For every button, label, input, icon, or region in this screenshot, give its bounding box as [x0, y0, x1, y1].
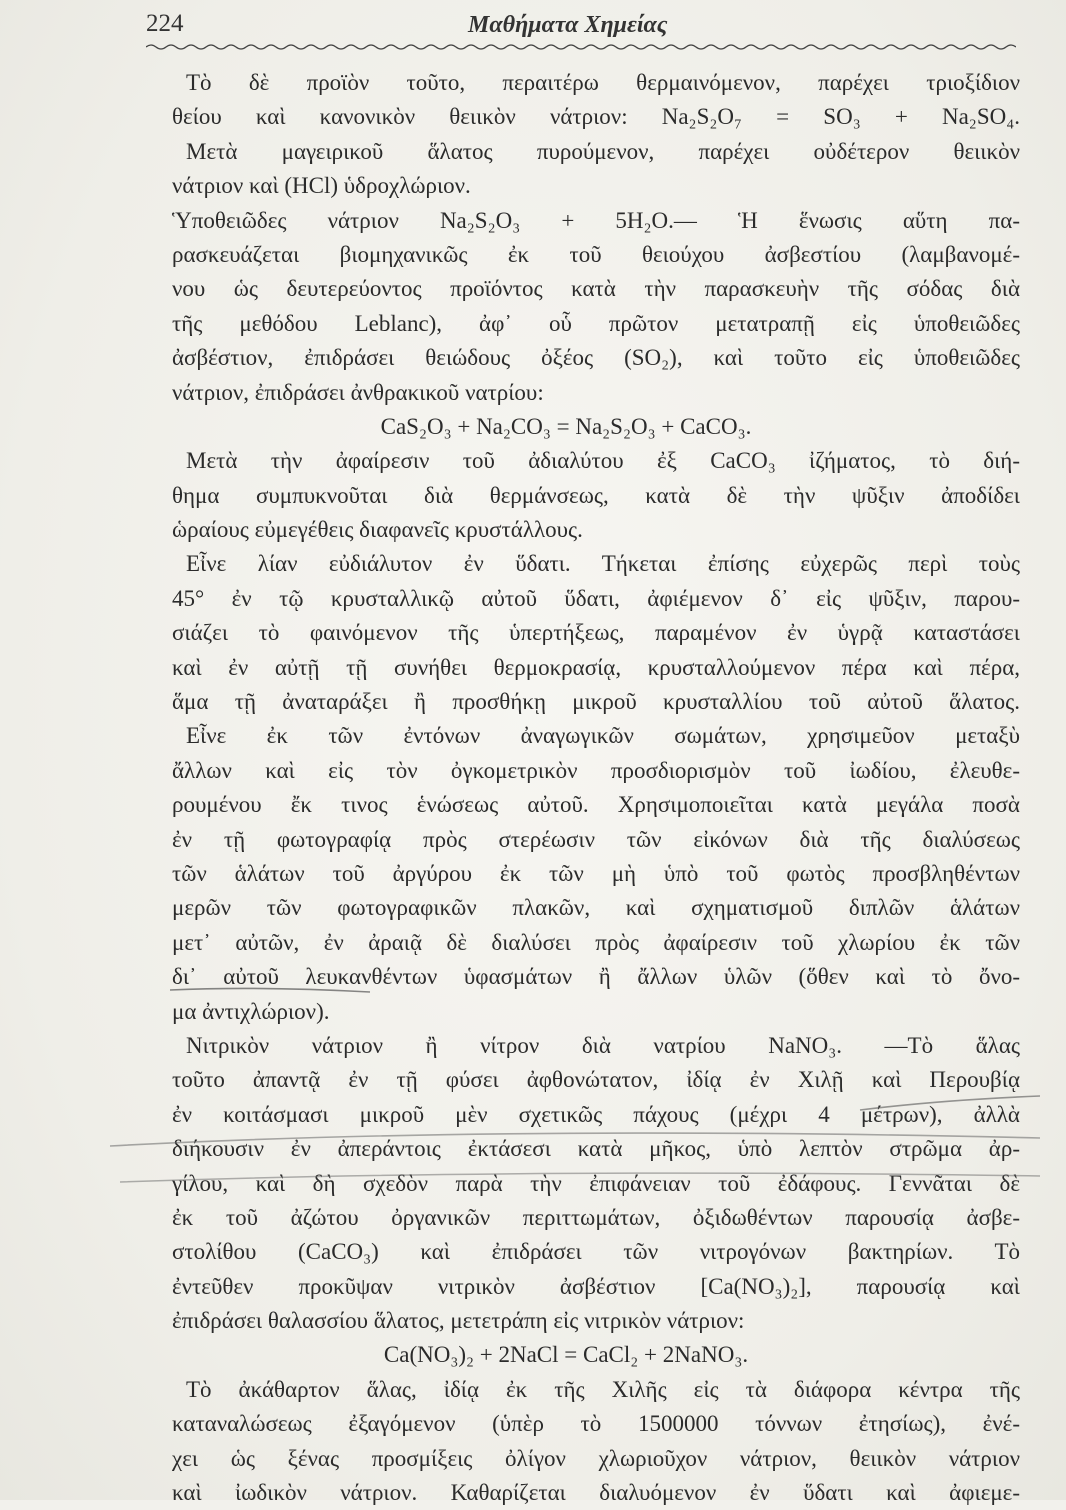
text-line: δι᾽ αὐτοῦ λευκανθέντων ὑφασμάτων ἢ ἄλλων ὑλῶν (ὅθεν καὶ τὸ ὄνο-	[172, 964, 1020, 990]
equation: Ca(NO₃)₂ + 2NaCl = CaCl₂ + 2NaNO₃.	[383, 1342, 749, 1368]
text-line: καὶ ἐν αὐτῇ τῇ συνήθει θερμοκρασίᾳ, κρυσταλλούμενον πέρα καὶ πέρα,	[172, 654, 1020, 680]
header-wavy-rule	[146, 42, 1016, 52]
text-line: γίλου, καὶ δὴ σχεδὸν παρὰ τὴν ἐπιφάνειαν τοῦ ἐδάφους. Γεννᾶται δὲ	[172, 1170, 1020, 1196]
text-line: μερῶν τῶν φωτογραφικῶν πλακῶν, καὶ σχηματισμοῦ διπλῶν ἁλάτων	[172, 895, 1020, 921]
text-line: ἐκ τοῦ ἀζώτου ὀργανικῶν περιττωμάτων, ὀξιδωθέντων παρουσίᾳ ἀσβε-	[172, 1204, 1020, 1230]
text-line: καταναλώσεως ἐξαγόμενον (ὑπὲρ τὸ 1500000 τόννων ἐτησίως), ἐνέ-	[172, 1411, 1020, 1437]
text-line: ρουμένου ἔκ τινος ἑνώσεως αὐτοῦ. Χρησιμοποιεῖται κατὰ μεγάλα ποσὰ	[172, 792, 1020, 818]
text-line: μα ἀντιχλώριον).	[172, 998, 330, 1024]
text-line: Μετὰ μαγειρικοῦ ἅλατος πυρούμενον, παρέχει οὐδέτερον θειικὸν	[186, 138, 1020, 164]
text-line: χει ὡς ξένας προσμίξεις ὀλίγον χλωριοῦχον νάτριον, θειικὸν νάτριον	[172, 1445, 1020, 1471]
text-line: τῆς μεθόδου Leblanc), ἀφ᾽ οὗ πρῶτον μετατραπῇ εἰς ὑποθειῶδες	[172, 310, 1020, 336]
text-line: μετ᾽ αὐτῶν, ἐν ἀραιᾷ δὲ διαλύσει πρὸς ἀφαίρεσιν τοῦ χλωρίου ἐκ τῶν	[172, 929, 1020, 955]
text-line: ἐν τῇ φωτογραφίᾳ πρὸς στερέωσιν τῶν εἰκόνων διὰ τῆς διαλύσεως	[172, 826, 1020, 852]
equation: CaS₂O₃ + Na₂CO₃ = Na₂S₂O₃ + CaCO₃.	[380, 413, 752, 439]
text-line: τοῦτο ἀπαντᾷ ἐν τῇ φύσει ἀφθονώτατον, ἰδίᾳ ἐν Χιλῇ καὶ Περουβίᾳ	[172, 1067, 1020, 1093]
text-line: καὶ ἰωδικὸν νάτριον. Καθαρίζεται διαλυόμενον ἐν ὕδατι καὶ ἀφιεμε-	[172, 1480, 1020, 1506]
text-line: ρασκευάζεται βιομηχανικῶς ἐκ τοῦ θειούχου ἀσβεστίου (λαμβανομέ-	[172, 241, 1020, 267]
text-line: ὡραίους εὐμεγέθεις διαφανεῖς κρυστάλλους.	[172, 517, 583, 543]
text-line: Εἶνε λίαν εὐδιάλυτον ἐν ὕδατι. Τήκεται ἐπίσης εὐχερῶς περὶ τοὺς	[186, 551, 1020, 577]
text-line: θημα συμπυκνοῦται διὰ θερμάνσεως, κατὰ δὲ τὴν ψῦξιν ἀποδίδει	[172, 482, 1020, 508]
text-line: νάτριον καὶ (HCl) ὑδροχλώριον.	[172, 173, 471, 199]
text-line: νάτριον, ἐπιδράσει ἀνθρακικοῦ νατρίου:	[172, 379, 544, 405]
text-line: ἐπιδράσει θαλασσίου ἅλατος, μετετράπη εἰς νιτρικὸν νάτριον:	[172, 1308, 745, 1334]
text-line: ἐν κοιτάσμασι μικροῦ μὲν σχετικῶς πάχους (μέχρι 4 μέτρων), ἀλλὰ	[172, 1101, 1020, 1127]
text-line: Τὸ δὲ προϊὸν τοῦτο, περαιτέρω θερμαινόμενον, παρέχει τριοξίδιον	[186, 70, 1020, 95]
text-line: τῶν ἁλάτων τοῦ ἀργύρου ἐκ τῶν μὴ ὑπὸ τοῦ φωτὸς προσβληθέντων	[172, 860, 1020, 886]
text-line: θείου καὶ κανονικὸν θειικὸν νάτριον: Na₂S₂O₇ = SO₃ + Na₂SO₄.	[172, 104, 1020, 130]
text-line: ἐντεῦθεν προκῦψαν νιτρικὸν ἀσβέστιον [Ca(NO₃)₂], παρουσίᾳ καὶ	[172, 1273, 1020, 1299]
text-line: Μετὰ τὴν ἀφαίρεσιν τοῦ ἀδιαλύτου ἐξ CaCO₃ ἰζήματος, τὸ διή-	[186, 448, 1020, 474]
text-line: Ὑποθειῶδες νάτριον Na₂S₂O₃ + 5H₂O.— Ἡ ἕνωσις αὕτη πα-	[172, 207, 1020, 233]
text-line: στολίθου (CaCO₃) καὶ ἐπιδράσει τῶν νιτρογόνων βακτηρίων. Τὸ	[172, 1239, 1020, 1265]
text-line: ἅμα τῇ ἀναταράξει ἢ προσθήκῃ μικροῦ κρυσταλλίου τοῦ αὐτοῦ ἅλατος.	[172, 689, 1020, 715]
text-line: σιάζει τὸ φαινόμενον τῆς ὑπερτήξεως, παραμένον ἐν ὑγρᾷ καταστάσει	[172, 620, 1020, 646]
text-line: ἄλλων καὶ εἰς τὸν ὀγκομετρικὸν προσδιορισμὸν τοῦ ἰωδίου, ἐλευθε-	[172, 757, 1020, 783]
text-line: διήκουσιν ἐν ἀπεράντοις ἐκτάσεσι κατὰ μῆκος, ὑπὸ λεπτὸν στρῶμα ἀρ-	[172, 1136, 1020, 1162]
running-title: Μαθήματα Χημείας	[468, 12, 668, 38]
text-line: ἀσβέστιον, ἐπιδράσει θειώδους ὀξέος (SO₂), καὶ τοῦτο εἰς ὑποθειῶδες	[172, 345, 1020, 371]
page-number: 224	[146, 10, 184, 37]
text-line: Τὸ ἀκάθαρτον ἅλας, ἰδίᾳ ἐκ τῆς Χιλῆς εἰς τὰ διάφορα κέντρα τῆς	[186, 1376, 1020, 1402]
body-text	[172, 66, 1020, 1510]
text-line: Νιτρικὸν νάτριον ἢ νίτρον διὰ νατρίου NaNO₃. —Τὸ ἅλας	[186, 1032, 1020, 1058]
text-line: 45° ἐν τῷ κρυσταλλικῷ αὐτοῦ ὕδατι, ἀφιέμενον δ᾽ εἰς ψῦξιν, παρου-	[172, 585, 1020, 611]
text-line: νου ὡς δευτερεύοντος προϊόντος κατὰ τὴν παρασκευὴν τῆς σόδας διὰ	[172, 276, 1020, 302]
text-line: Εἶνε ἐκ τῶν ἐντόνων ἀναγωγικῶν σωμάτων, χρησιμεῦον μεταξὺ	[186, 723, 1020, 749]
